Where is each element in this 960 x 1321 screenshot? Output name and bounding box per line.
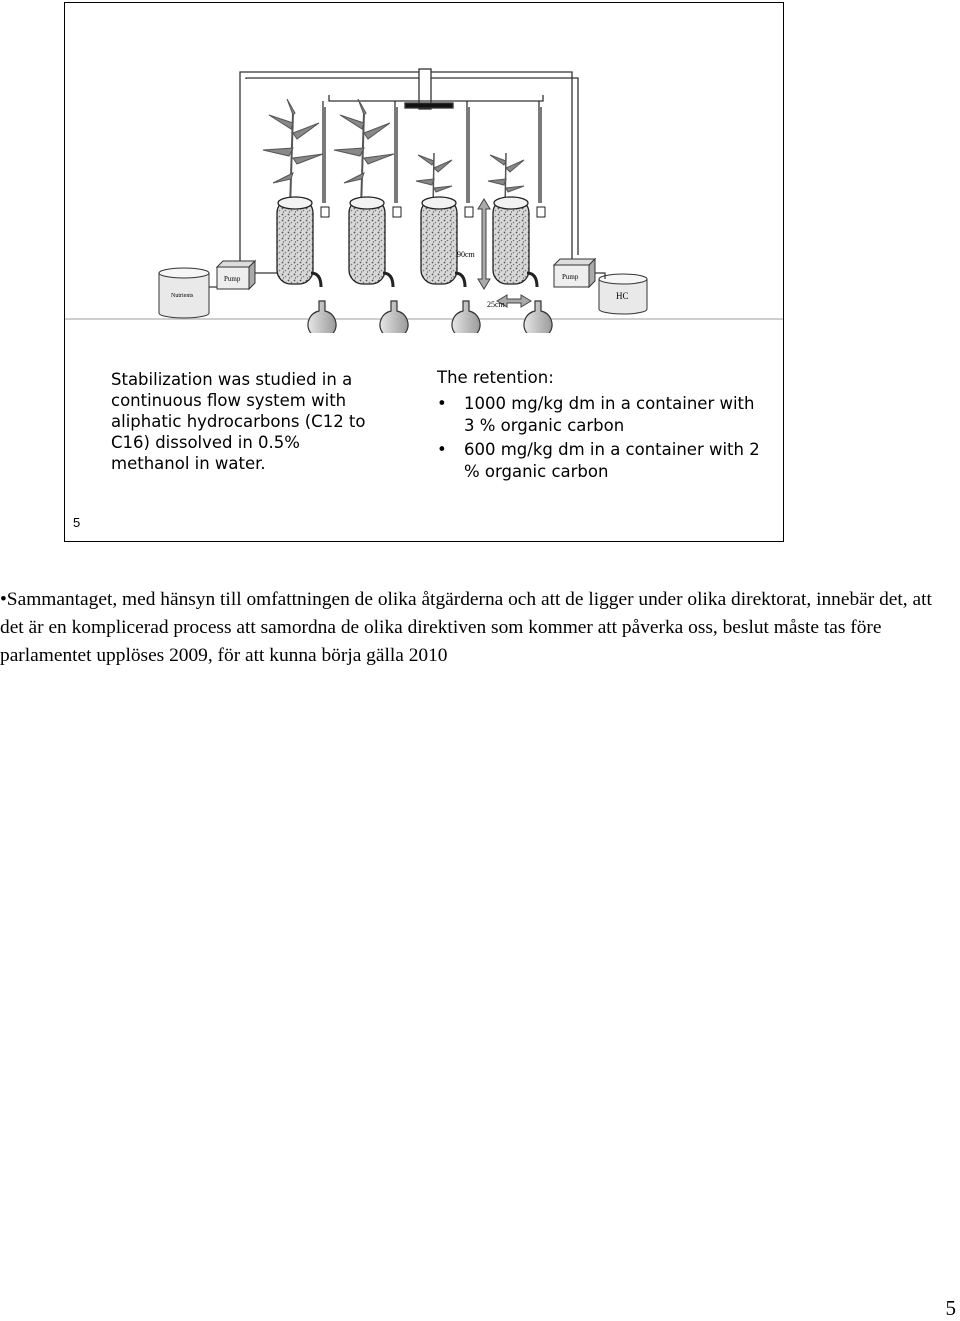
page-number: 5 [945, 1296, 956, 1320]
column-4 [493, 197, 537, 287]
pump-right-label: Pump [562, 273, 579, 281]
plants [263, 99, 524, 211]
width-label: 25cm [487, 300, 505, 309]
retention-heading: The retention: [437, 368, 554, 387]
column-1 [277, 197, 321, 287]
flasks [308, 301, 552, 333]
height-label: 90cm [457, 250, 475, 259]
column-2 [349, 197, 393, 287]
slide-number: 5 [73, 515, 81, 530]
slide [64, 2, 784, 542]
feed-lines [209, 273, 605, 287]
note-text: Sammantaget, med hänsyn till omfattningen de olika åtgärderna och att de ligger under olika direktorat, innebär det, att det är en komplicerad process att samordna de olika direktiven som kommer att påverka oss, beslut måste tas före parlamentet upplöses 2009, för att kunna börja gälla 2010 [0, 589, 932, 666]
note-bullet: • [0, 589, 7, 610]
note-paragraph [0, 586, 950, 670]
pump-left-label: Pump [224, 275, 241, 283]
retention-block [437, 367, 767, 485]
slide-description: Stabilization was studied in a continuous flow system with aliphatic hydrocarbons (C12 to C16) dissolved in 0.5% methanol in water. [111, 370, 366, 473]
column-3 [421, 197, 465, 287]
plant-1 [263, 99, 323, 208]
hc-label: HC [616, 291, 629, 301]
plant-2 [334, 99, 394, 208]
nutrients-label: Nutrients [171, 293, 194, 299]
retention-list [437, 393, 767, 483]
flow-system-diagram [65, 3, 783, 333]
retention-item: • 600 mg/kg dm in a container with 2 % organic carbon [437, 439, 767, 483]
columns [277, 197, 545, 287]
retention-item: • 1000 mg/kg dm in a container with 3 % organic carbon [437, 393, 767, 437]
